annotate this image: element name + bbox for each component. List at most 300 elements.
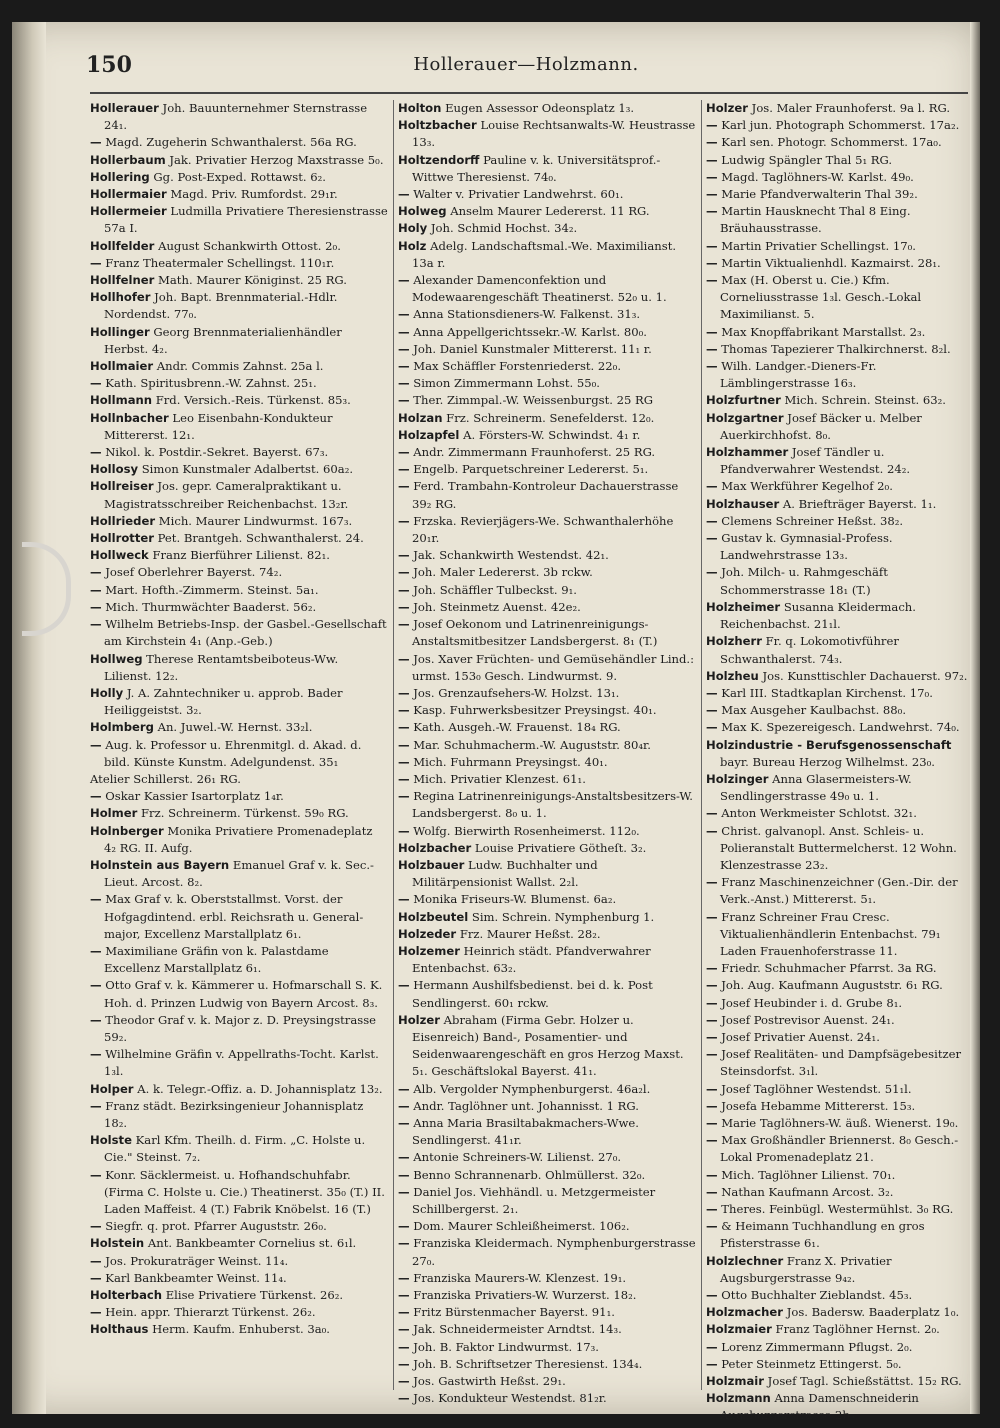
entry-surname: — — [398, 1098, 410, 1113]
entry-details: Magd. Taglöhners-W. Karlst. 49₀. — [717, 169, 914, 184]
entry-details: Wolfg. Bierwirth Rosenheimerst. 112₀. — [409, 823, 640, 838]
entry-details: Herm. Kaufm. Enhuberst. 3a₀. — [148, 1322, 330, 1337]
directory-entry — [398, 220, 696, 237]
entry-surname: Holzinger — [706, 771, 769, 786]
entry-surname: — — [398, 307, 410, 322]
entry-details: Max Werkführer Kegelhof 2₀. — [717, 479, 893, 494]
entry-surname: — — [706, 720, 718, 735]
directory-entry — [90, 1253, 388, 1270]
directory-entry — [398, 1321, 696, 1338]
directory-entry — [398, 1167, 696, 1184]
entry-surname: — — [706, 1133, 718, 1148]
directory-entry — [90, 100, 388, 134]
entry-details: Jos. Grenzaufsehers-W. Holzst. 13₁. — [409, 685, 620, 700]
entry-surname: Holzapfel — [398, 427, 460, 442]
directory-entry — [90, 203, 388, 237]
entry-surname: — — [398, 1322, 410, 1337]
entry-surname: — — [90, 617, 102, 632]
entry-surname: — — [398, 1374, 410, 1389]
entry-surname: — — [398, 703, 410, 718]
directory-entry — [90, 771, 388, 788]
entry-details: A. k. Telegr.-Offiz. a. D. Johannisplatz 13₂. — [133, 1081, 383, 1096]
directory-entry — [398, 582, 696, 599]
entry-surname: — — [706, 1098, 718, 1113]
entry-surname: Hollhofer — [90, 290, 151, 305]
entry-details: Maximiliane Gräfin von k. Palastdame Excellenz Marstallplatz 6₁. — [101, 943, 329, 976]
entry-surname: — — [90, 789, 102, 804]
directory-entry — [90, 1132, 388, 1166]
directory-entry — [90, 1012, 388, 1046]
entry-surname: — — [398, 651, 410, 666]
directory-entry — [90, 444, 388, 461]
entry-surname: Hollfelder — [90, 238, 155, 253]
entry-details: Theres. Feinbügl. Westermühlst. 3₀ RG. — [717, 1202, 954, 1216]
entry-surname: — — [398, 565, 410, 580]
directory-entry — [90, 977, 388, 1011]
entry-details: Thomas Tapezierer Thalkirchnerst. 8₂l. — [717, 341, 951, 356]
entry-details: Franz Maschinenzeichner (Gen.-Dir. der Verk.-Anst.) Mittererst. 5₁. — [717, 875, 958, 907]
entry-details: A. Försters-W. Schwindst. 4₁ r. — [459, 427, 641, 442]
directory-entry — [90, 1287, 388, 1304]
entry-details: Mich. Maurer Lindwurmst. 167₃. — [155, 513, 353, 528]
entry-details: Mich. Fuhrmann Preysingst. 40₁. — [409, 754, 608, 769]
entry-details: Jos. Kondukteur Westendst. 81₂r. — [409, 1391, 607, 1406]
entry-surname: Holper — [90, 1081, 134, 1096]
directory-entry — [398, 341, 696, 358]
entry-surname: Hollerauer — [90, 101, 159, 115]
header-rule — [90, 92, 968, 94]
entry-details: Andr. Commis Zahnst. 25a l. — [153, 359, 324, 374]
entry-details: Adelg. Landschaftsmal.-We. Maximilianst. 13a r. — [412, 238, 677, 270]
entry-surname: — — [706, 1029, 718, 1044]
entry-details: Anselm Maurer Ledererst. 11 RG. — [446, 204, 650, 219]
entry-surname: — — [398, 445, 410, 460]
entry-details: Wilh. Landger.-Dieners-Fr. Lämblingerstrasse 16₃. — [717, 359, 877, 391]
entry-details: Joh. B. Schriftsetzer Theresienst. 134₄. — [409, 1356, 643, 1371]
entry-details: Hein. appr. Thierarzt Türkenst. 26₂. — [101, 1305, 316, 1320]
entry-surname: Hollinger — [90, 324, 150, 339]
entry-surname: Holste — [90, 1133, 132, 1148]
entry-surname: — — [706, 152, 718, 167]
directory-entry — [706, 874, 968, 908]
entry-details: Andr. Taglöhner unt. Johannisst. 1 RG. — [409, 1098, 639, 1113]
entry-surname: Hollweck — [90, 548, 149, 563]
entry-surname: — — [398, 1305, 410, 1320]
entry-details: Kath. Spiritusbrenn.-W. Zahnst. 25₁. — [101, 376, 317, 391]
entry-surname: — — [90, 1270, 102, 1285]
entry-details: Wilhelmine Gräfin v. Appellraths-Tocht. Karlst. 1₃l. — [101, 1047, 379, 1079]
directory-entry — [706, 1321, 968, 1338]
entry-details: Nikol. k. Postdir.-Sekret. Bayerst. 67₃. — [101, 445, 329, 460]
entry-surname: — — [398, 393, 410, 408]
directory-entry — [706, 203, 968, 237]
entry-details: Mich. Privatier Klenzest. 61₁. — [409, 771, 586, 786]
entry-surname: — — [90, 1012, 102, 1027]
entry-surname: — — [398, 548, 410, 563]
entry-surname: Holzheimer — [706, 599, 781, 614]
entry-surname: — — [90, 1253, 102, 1268]
entry-details: Konr. Säcklermeist. u. Hofhandschuhfabr. (Firma C. Holste u. Cie.) Theatinerst. 35₀ (T.) II. Laden Maffeist. 4 (T.) Fabrik Knöbelst. 16 (T.) — [101, 1167, 385, 1216]
directory-entry — [706, 1098, 968, 1115]
directory-entry — [398, 857, 696, 891]
entry-surname: — — [398, 754, 410, 769]
directory-entry — [706, 771, 968, 805]
entry-details: Martin Viktualienhdl. Kazmairst. 28₁. — [717, 255, 941, 270]
entry-surname: Holzbeutel — [398, 909, 469, 924]
directory-entry — [706, 633, 968, 667]
directory-entry — [398, 1081, 696, 1098]
directory-entry — [706, 100, 968, 117]
directory-entry — [706, 1115, 968, 1132]
directory-entry — [706, 341, 968, 358]
directory-entry — [398, 1235, 696, 1269]
directory-entry — [398, 444, 696, 461]
entry-surname: — — [398, 582, 410, 597]
entry-surname: Holterbach — [90, 1288, 163, 1303]
entry-details: Kasp. Fuhrwerksbesitzer Preysingst. 40₁. — [409, 703, 657, 718]
directory-entry — [398, 1149, 696, 1166]
entry-details: Jak. Schankwirth Westendst. 42₁. — [409, 548, 609, 563]
directory-entry — [398, 186, 696, 203]
directory-entry — [398, 478, 696, 512]
directory-entry — [90, 513, 388, 530]
directory-entry — [706, 152, 968, 169]
entry-details: Frz. Schreinerm. Türkenst. 59₀ RG. — [137, 806, 349, 821]
entry-surname: Holzfurtner — [706, 393, 781, 408]
entry-details: Heinrich städt. Pfandverwahrer Entenbachst. 63₂. — [412, 943, 651, 976]
directory-entry — [706, 169, 968, 186]
directory-entry — [90, 943, 388, 977]
entry-details: Jak. Privatier Herzog Maxstrasse 5₀. — [165, 152, 384, 167]
entry-surname: Holstein — [90, 1236, 145, 1251]
entry-details: Monika Friseurs-W. Blumenst. 6a₂. — [409, 892, 617, 907]
entry-details: Lorenz Zimmermann Pflugst. 2₀. — [717, 1339, 913, 1354]
directory-entry — [90, 1270, 388, 1287]
directory-entry — [90, 582, 388, 599]
entry-surname: — — [90, 445, 102, 460]
entry-details: Ferd. Trambahn-Kontroleur Dachauerstrasse 39₂ RG. — [409, 479, 679, 511]
entry-surname: — — [398, 187, 410, 202]
entry-surname: — — [706, 978, 718, 993]
entry-surname: — — [706, 324, 718, 339]
entry-surname: — — [90, 1047, 102, 1062]
entry-surname: — — [398, 513, 410, 528]
entry-surname: — — [90, 599, 102, 614]
directory-entry — [706, 1012, 968, 1029]
entry-details: Joh. Schäffler Tulbeckst. 9₁. — [409, 582, 577, 597]
entry-surname: — — [706, 118, 718, 133]
entry-surname: — — [398, 359, 410, 374]
entry-surname: — — [706, 1047, 718, 1062]
entry-details: Max (H. Oberst u. Cie.) Kfm. Corneliusstrasse 1₃l. Gesch.-Lokal Maximilianst. 5. — [717, 273, 922, 322]
directory-entry — [706, 977, 968, 994]
entry-surname: — — [398, 1167, 410, 1182]
directory-entry — [90, 805, 388, 822]
directory-entry — [706, 1218, 968, 1252]
entry-details: Monika Privatiere Promenadeplatz 4₂ RG. II. Aufg. — [104, 823, 373, 855]
entry-surname: — — [398, 1288, 410, 1303]
directory-entry — [90, 1218, 388, 1235]
entry-details: Josef Bäcker u. Melber Auerkirchhofst. 8₀. — [720, 410, 922, 442]
entry-details: Jos. gepr. Cameralpraktikant u. Magistratsschreiber Reichenbachst. 13₂r. — [104, 479, 349, 511]
entry-surname: Holzherr — [706, 634, 762, 649]
directory-entry — [398, 926, 696, 943]
directory-entry — [706, 823, 968, 875]
directory-entry — [398, 564, 696, 581]
directory-entry — [90, 392, 388, 409]
directory-entry — [706, 1081, 968, 1098]
entry-details: Louise Rechtsanwalts-W. Heustrasse 13₃. — [412, 118, 696, 150]
entry-surname: — — [398, 892, 410, 907]
directory-entry — [398, 599, 696, 616]
entry-details: Anna Maria Brasiltabakmachers-Wwe. Sendlingerst. 41₁r. — [409, 1115, 639, 1148]
directory-entry — [398, 1287, 696, 1304]
page-header — [86, 52, 966, 82]
entry-surname: Holzemer — [398, 943, 460, 958]
directory-entry — [706, 324, 968, 341]
entry-surname: — — [398, 1236, 410, 1251]
directory-entry — [398, 1356, 696, 1373]
entry-details: Siegfr. q. prot. Pfarrer Auguststr. 26₀. — [101, 1219, 327, 1234]
entry-details: Fritz Bürstenmacher Bayerst. 91₁. — [409, 1305, 615, 1320]
entry-details: Friedr. Schuhmacher Pfarrst. 3a RG. — [717, 961, 937, 976]
directory-entry — [398, 1304, 696, 1321]
directory-entry — [398, 238, 696, 272]
entry-surname: — — [706, 1012, 718, 1027]
entry-details: Max Knopffabrikant Marstallst. 2₃. — [717, 324, 926, 339]
directory-entry — [90, 719, 388, 736]
directory-entry — [398, 737, 696, 754]
page-clip — [22, 542, 71, 636]
entry-details: Nathan Kaufmann Arcost. 3₂. — [717, 1184, 894, 1199]
directory-entry — [398, 685, 696, 702]
entry-surname: Hollfelner — [90, 273, 155, 288]
entry-surname: — — [706, 341, 718, 356]
entry-details: Franziska Maurers-W. Klenzest. 19₁. — [409, 1270, 627, 1285]
entry-surname: — — [706, 1288, 718, 1303]
entry-details: Simon Kunstmaler Adalbertst. 60a₂. — [138, 462, 354, 477]
entry-details: Max Schäffler Forstenriederst. 22₀. — [409, 359, 622, 374]
entry-surname: Hollerbaum — [90, 152, 166, 167]
entry-details: Marie Pfandverwalterin Thal 39₂. — [717, 187, 918, 202]
entry-surname: — — [706, 513, 718, 528]
page-number: 150 — [86, 52, 132, 78]
entry-details: Wilhelm Betriebs-Insp. der Gasbel.-Gesellschaft am Kirchstein 4₁ (Anp.-Geb.) — [101, 617, 387, 649]
entry-surname: Hollermeier — [90, 204, 167, 219]
directory-entry — [90, 169, 388, 186]
entry-surname: — — [398, 1219, 410, 1234]
entry-details: Engelb. Parquetschreiner Ledererst. 5₁. — [409, 462, 649, 477]
entry-surname: — — [90, 1305, 102, 1320]
directory-entry — [90, 857, 388, 891]
directory-entry — [706, 410, 968, 444]
entry-details: Jos. Kunsttischler Dachauerst. 97₂. — [758, 668, 968, 683]
entry-details: Ludw. Buchhalter und Militärpensionist Wallst. 2₂l. — [412, 857, 598, 890]
directory-entry — [90, 238, 388, 255]
entry-surname: — — [398, 617, 410, 632]
entry-surname: — — [706, 531, 718, 546]
entry-surname: — — [706, 1356, 718, 1371]
entry-surname: Holz — [398, 238, 427, 253]
entry-details: Math. Maurer Königinst. 25 RG. — [154, 273, 347, 288]
entry-details: Ant. Bankbeamter Cornelius st. 6₁l. — [144, 1236, 357, 1251]
entry-surname: — — [706, 273, 718, 288]
entry-details: Franz Theatermaler Schellingst. 110₁r. — [101, 255, 335, 270]
entry-surname: — — [706, 1339, 718, 1354]
entry-surname: — — [706, 359, 718, 374]
entry-details: Ther. Zimmpal.-W. Weissenburgst. 25 RG — [409, 393, 654, 408]
entry-details: Joh. Steinmetz Auenst. 42e₂. — [409, 599, 581, 614]
directory-entry — [398, 152, 696, 186]
entry-details: Franziska Privatiers-W. Wurzerst. 18₂. — [409, 1288, 637, 1303]
entry-details: Karl III. Stadtkaplan Kirchenst. 17₀. — [717, 685, 933, 700]
entry-details: Jak. Schneidermeister Arndtst. 14₃. — [409, 1322, 622, 1337]
directory-entry — [398, 771, 696, 788]
entry-details: Anna Stationsdieners-W. Falkenst. 31₃. — [409, 307, 641, 322]
entry-surname: Holmberg — [90, 720, 154, 735]
directory-entry — [398, 410, 696, 427]
entry-details: Ludwig Spängler Thal 5₁ RG. — [717, 152, 893, 167]
entry-surname: — — [90, 1098, 102, 1113]
entry-surname: Holzhauser — [706, 496, 780, 511]
entry-details: Jos. Gastwirth Heßst. 29₁. — [409, 1374, 566, 1389]
directory-entry — [706, 358, 968, 392]
entry-details: Franz X. Privatier Augsburgerstrasse 9₄₂. — [720, 1253, 892, 1285]
directory-entry — [90, 1304, 388, 1321]
directory-entry — [706, 496, 968, 513]
entry-details: Jos. Prokuraträger Weinst. 11₄. — [101, 1253, 289, 1268]
directory-entry — [398, 324, 696, 341]
entry-details: Susanna Kleidermach. Reichenbachst. 21₁l. — [720, 599, 916, 632]
entry-details: A. Briefträger Bayerst. 1₁. — [779, 496, 937, 511]
entry-surname: Hollmaier — [90, 359, 154, 374]
directory-entry — [398, 1218, 696, 1235]
directory-entry — [398, 1098, 696, 1115]
book-binding — [12, 22, 46, 1414]
entry-details: Mart. Hofth.-Zimmerm. Steinst. 5a₁. — [101, 582, 319, 597]
entry-surname: — — [706, 1202, 718, 1216]
directory-entry — [706, 444, 968, 478]
column-divider — [393, 100, 394, 1390]
entry-surname: — — [398, 789, 410, 804]
entry-surname: — — [90, 1219, 102, 1234]
entry-details: Aug. k. Professor u. Ehrenmitgl. d. Akad. d. bild. Künste Kunstm. Adelgundenst. 35₁ — [101, 737, 362, 769]
directory-entry — [706, 685, 968, 702]
entry-surname: — — [706, 875, 718, 890]
entry-surname: — — [706, 1219, 718, 1234]
entry-details: Kath. Ausgeh.-W. Frauenst. 18₄ RG. — [409, 720, 621, 735]
entry-surname: — — [90, 943, 102, 958]
directory-entry — [398, 461, 696, 478]
entry-details: Otto Graf v. k. Kämmerer u. Hofmarschall S. K. Hoh. d. Prinzen Ludwig von Bayern Arcost. 8₃. — [101, 978, 383, 1010]
entry-details: Frd. Versich.-Reis. Türkenst. 85₃. — [152, 393, 351, 408]
entry-surname: — — [398, 599, 410, 614]
entry-details: Josef Tagl. Schießstättst. 15₂ RG. — [764, 1374, 962, 1389]
entry-details: An. Juwel.-W. Hernst. 33₂l. — [153, 720, 313, 735]
directory-entry — [90, 255, 388, 272]
entry-details: August Schankwirth Ottost. 2₀. — [154, 238, 341, 253]
directory-entry — [398, 392, 696, 409]
entry-surname: — — [706, 823, 718, 838]
entry-surname: — — [90, 737, 102, 752]
entry-details: Mich. Thurmwächter Baaderst. 56₂. — [101, 599, 317, 614]
directory-entry — [706, 564, 968, 598]
directory-entry — [398, 1270, 696, 1287]
entry-surname: — — [706, 806, 718, 821]
directory-entry — [706, 909, 968, 961]
directory-entry — [90, 599, 388, 616]
entry-details: Jos. Maler Fraunhoferst. 9a l. RG. — [747, 101, 951, 115]
entry-details: Andr. Zimmermann Fraunhoferst. 25 RG. — [409, 445, 656, 460]
directory-entry — [398, 943, 696, 977]
entry-details: Max Ausgeher Kaulbachst. 88₀. — [717, 703, 907, 718]
entry-details: Anna Appellgerichtssekr.-W. Karlst. 80₀. — [409, 324, 647, 339]
directory-entry — [706, 805, 968, 822]
directory-entry — [398, 272, 696, 306]
entry-surname: — — [398, 720, 410, 735]
directory-entry — [706, 719, 968, 736]
entry-details: Martin Hausknecht Thal 8 Eing. Bräuhausstrasse. — [717, 204, 911, 236]
entry-details: Frz. Maurer Heßst. 28₂. — [456, 926, 601, 941]
directory-entry — [398, 117, 696, 151]
entry-details: Theodor Graf v. k. Major z. D. Preysingstrasse 59₂. — [101, 1012, 377, 1044]
directory-entry — [90, 461, 388, 478]
entry-details: Max Großhändler Briennerst. 8₀ Gesch.-Lokal Promenadeplatz 21. — [717, 1133, 959, 1165]
entry-details: Mich. Taglöhner Lilienst. 70₁. — [717, 1167, 896, 1182]
directory-entry — [706, 1167, 968, 1184]
entry-details: bayr. Bureau Herzog Wilhelmst. 23₀. — [720, 754, 935, 769]
directory-entry — [706, 1253, 968, 1287]
entry-surname: — — [90, 135, 102, 150]
directory-entry — [706, 478, 968, 495]
entry-details: Emanuel Graf v. k. Sec.-Lieut. Arcost. 8₂. — [104, 857, 374, 890]
entry-details: Joh. Maler Ledererst. 3b rckw. — [409, 565, 593, 580]
entry-details: Franz Taglöhner Hernst. 2₀. — [771, 1322, 940, 1337]
entry-surname: — — [90, 376, 102, 391]
directory-entry — [706, 1287, 968, 1304]
entry-surname: Hollmann — [90, 393, 153, 408]
entry-details: Josef Privatier Auenst. 24₁. — [717, 1029, 880, 1044]
entry-surname: — — [398, 737, 410, 752]
directory-entry — [90, 685, 388, 719]
entry-surname: — — [398, 1184, 410, 1199]
entry-details: Benno Schrannenarb. Ohlmüllerst. 32₀. — [409, 1167, 646, 1182]
directory-entry — [706, 117, 968, 134]
entry-details: Karl sen. Photogr. Schommerst. 17a₀. — [717, 135, 942, 150]
entry-details: Josef Taglöhner Westendst. 51₁l. — [717, 1081, 912, 1096]
running-head: Hollerauer—Holzmann. — [413, 54, 639, 75]
entry-surname: — — [398, 1356, 410, 1371]
entry-details: Regina Latrinenreinigungs-Anstaltsbesitzers-W. Landsbergerst. 8₀ u. 1. — [409, 789, 693, 821]
directory-entry — [706, 737, 968, 771]
entry-surname: — — [398, 479, 410, 494]
entry-details: Josef Heubinder i. d. Grube 8₁. — [717, 995, 903, 1010]
directory-entry — [706, 1339, 968, 1356]
entry-details: Joh. Daniel Kunstmaler Mittererst. 11₁ r. — [409, 341, 652, 356]
entry-surname: — — [90, 978, 102, 993]
entry-surname: — — [706, 909, 718, 924]
entry-details: Anton Werkmeister Schlotst. 32₁. — [717, 806, 917, 821]
entry-surname: — — [398, 1391, 410, 1406]
directory-entry — [90, 1167, 388, 1219]
directory-entry — [398, 1115, 696, 1149]
entry-details: Christ. galvanopl. Anst. Schleis- u. Polieranstalt Buttermelcherst. 12 Wohn. Klenzestrasse 23₂. — [717, 823, 957, 872]
entry-details: Eugen Assessor Odeonsplatz 1₃. — [441, 101, 635, 115]
directory-entry — [398, 1339, 696, 1356]
entry-details: Pet. Brantgeh. Schwanthalerst. 24. — [153, 531, 364, 546]
directory-entry — [90, 823, 388, 857]
directory-entry — [90, 788, 388, 805]
